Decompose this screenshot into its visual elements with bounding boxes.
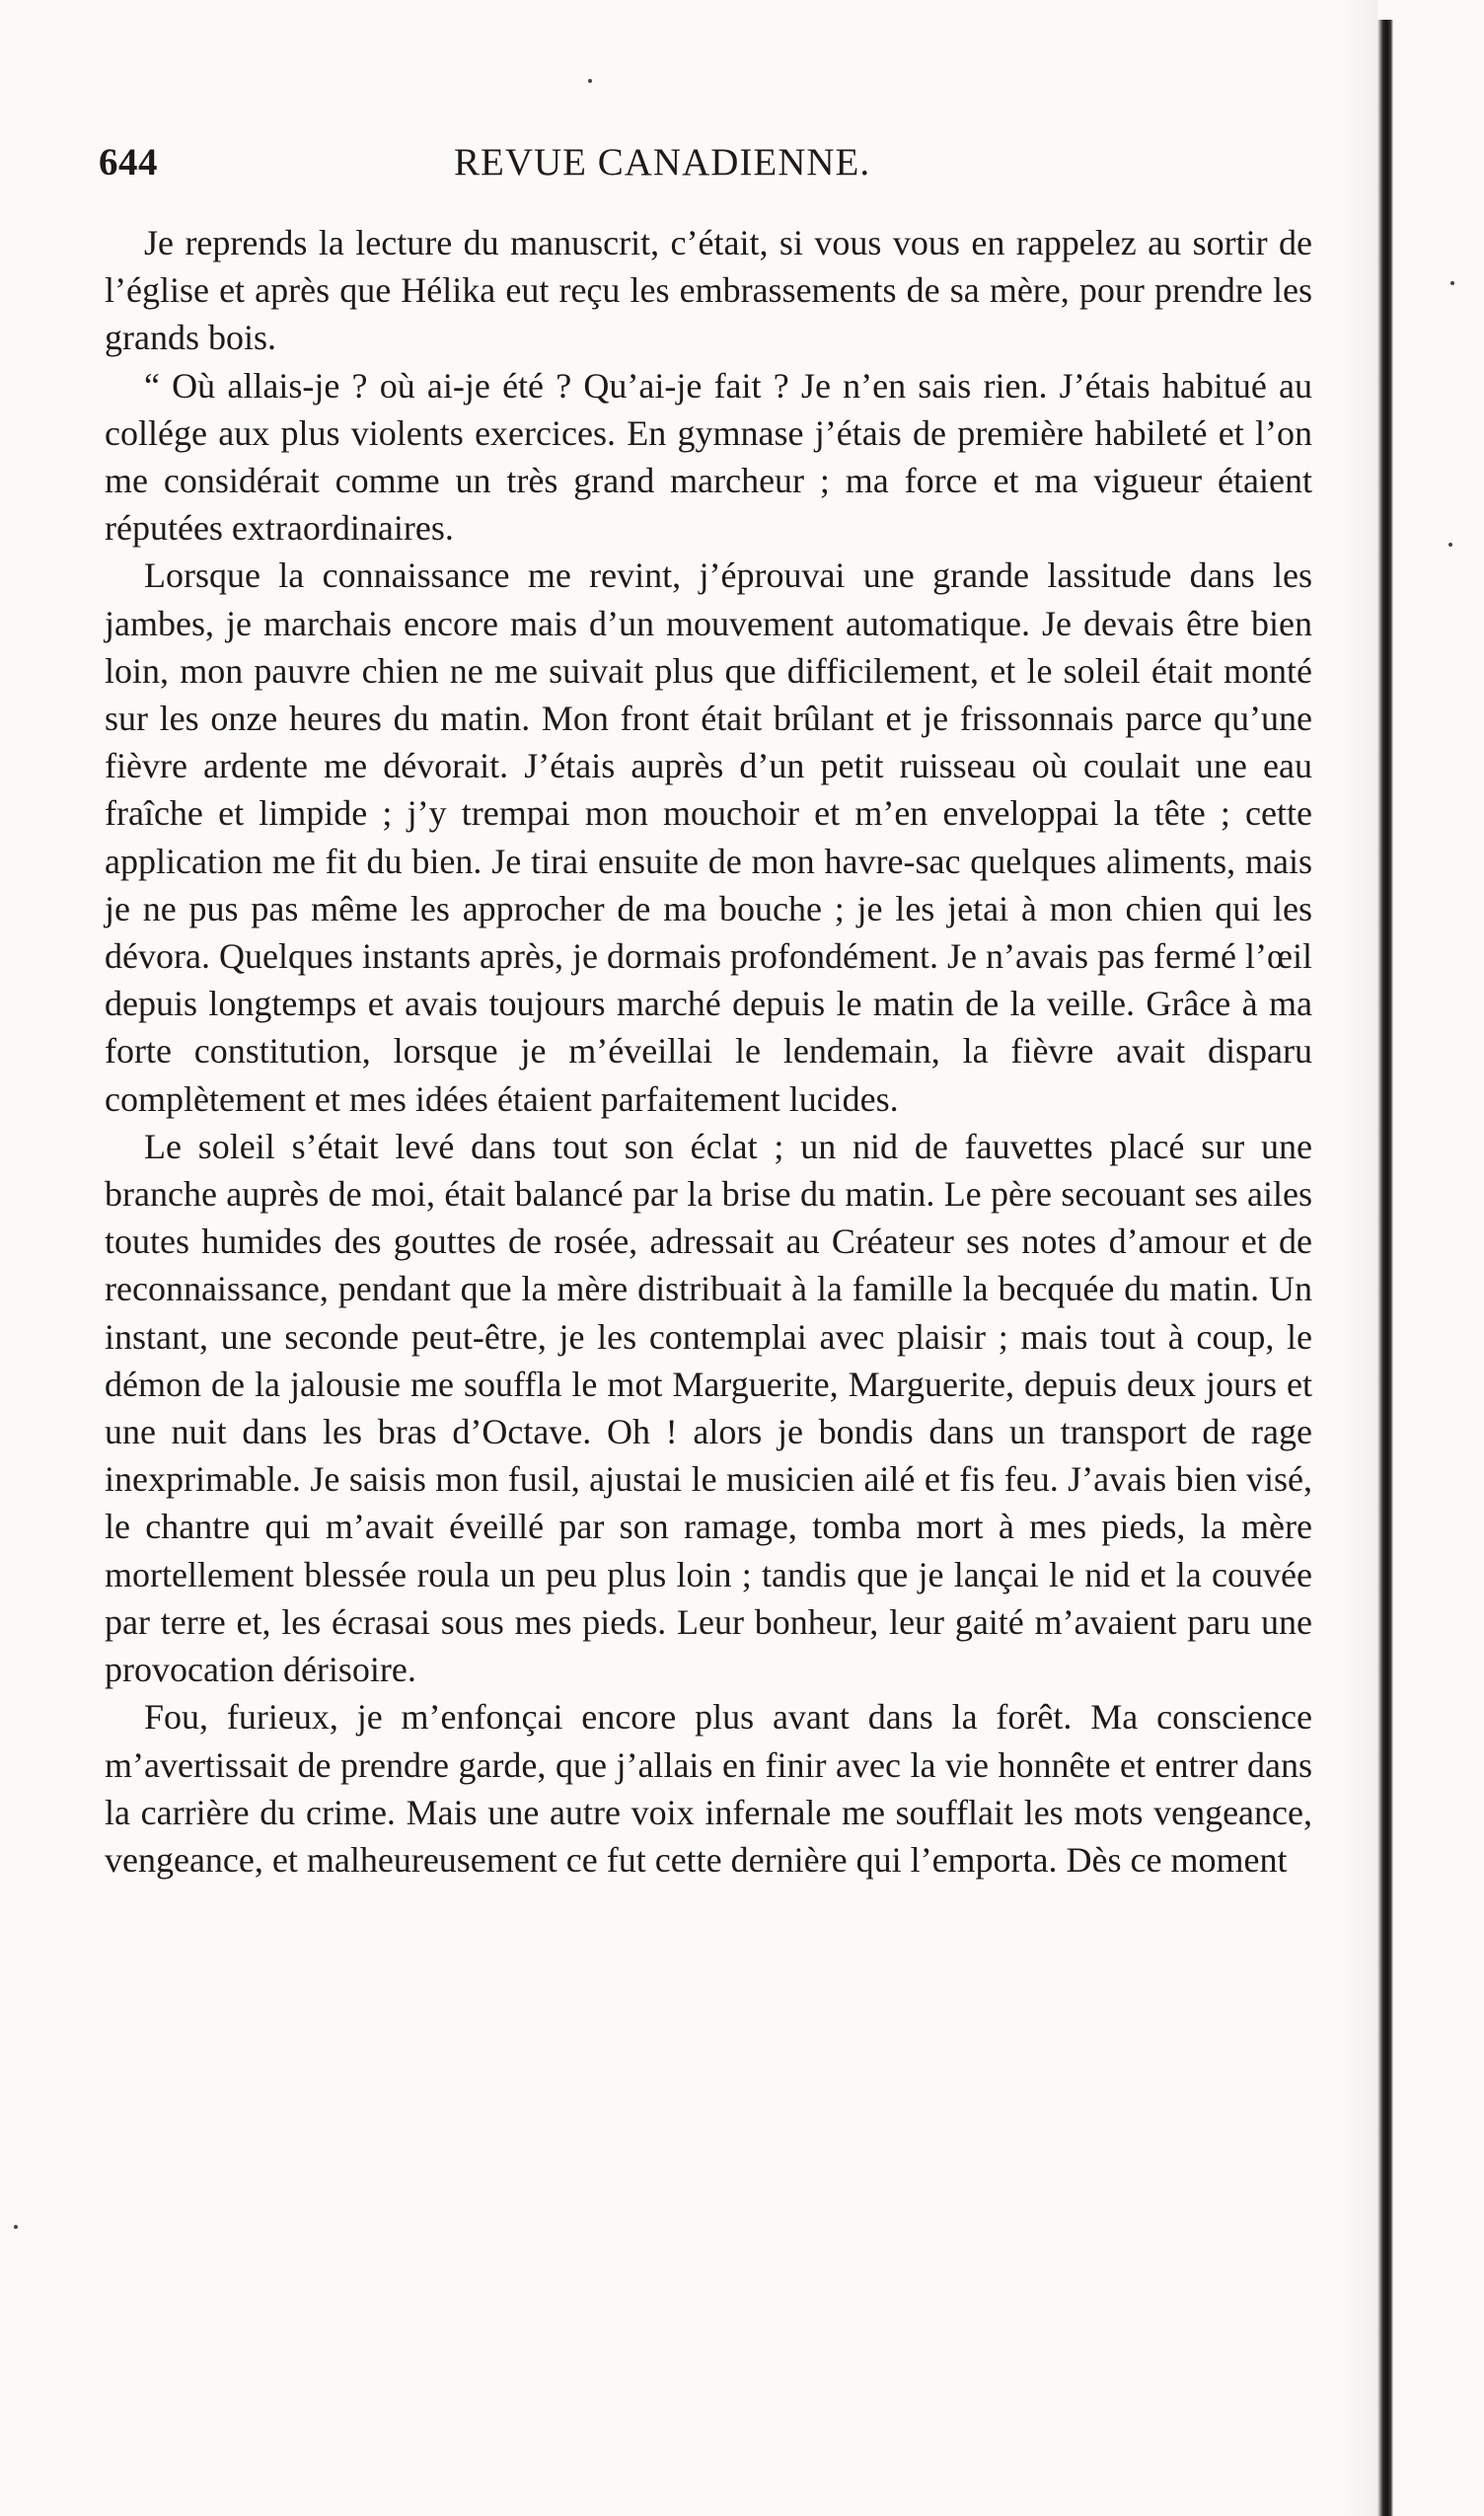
print-speck (14, 2225, 18, 2229)
page-number: 644 (99, 141, 158, 184)
print-speck (588, 79, 592, 83)
binding-edge (1377, 20, 1393, 2516)
paragraph: Le soleil s’était levé dans tout son éclat ; un nid de fauvettes placé sur une branche auprès de moi, était balancé par la brise du matin. Le père secouant ses ailes toutes humides des gouttes de rosée, adressait au Créateur ses notes d’amour et de reconnaissance, pendant que la mère distribuait à la famille la becquée du matin. Un instant, une seconde peut-être, je les contemplai avec plaisir ; mais tout à coup, le démon de la jalousie me souffla le mot Marguerite, Marguerite, depuis deux jours et une nuit dans les bras d’Octave. Oh ! alors je bondis dans un transport de rage inexprimable. Je saisis mon fusil, ajustai le musicien ailé et fis feu. J’avais bien visé, le chantre qui m’avait éveillé par son ramage, tomba mort à mes pieds, la mère mortellement blessée roula un peu plus loin ; tandis que je lançai le nid et la couvée par terre et, les écrasai sous mes pieds. Leur bonheur, leur gaité m’avaient paru une provocation dérisoire. (105, 1126, 1312, 1690)
paragraph: Lorsque la connaissance me revint, j’éprouvai une grande lassitude dans les jambes, je marchais encore mais d’un mouvement automatique. Je devais être bien loin, mon pauvre chien ne me suivait plus que difficilement, et le soleil était monté sur les onze heures du matin. Mon front était brûlant et je frissonnais parce qu’une fièvre ardente me dévorait. J’étais auprès d’un petit ruisseau où coulait une eau fraîche et limpide ; j’y trempai mon mouchoir et m’en enveloppai la tête ; cette application me fit du bien. Je tirai ensuite de mon havre-sac quelques aliments, mais je ne pus pas même les approcher de ma bouche ; je les jetai à mon chien qui les dévora. Quelques instants après, je dormais profondément. Je n’avais pas fermé l’œil depuis longtemps et avais toujours marché depuis le matin de la veille. Grâce à ma forte constitution, lorsque je m’éveillai le lendemain, la fièvre avait disparu complètement et mes idées étaient parfaitement lucides. (105, 555, 1312, 1119)
page-header (99, 140, 1322, 199)
gutter-shadow (1342, 0, 1377, 2516)
paragraph: Fou, furieux, je m’enfonçai encore plus avant dans la forêt. Ma conscience m’avertissait de prendre garde, que j’allais en finir avec la vie honnête et entrer dans la carrière du crime. Mais une autre voix infernale me soufflait les mots vengeance, vengeance, et malheureusement ce fut cette dernière qui l’emporta. Dès ce moment (105, 1697, 1312, 1880)
running-title: REVUE CANADIENNE. (454, 141, 871, 184)
print-speck (1450, 281, 1454, 285)
paragraph: Je reprends la lecture du manuscrit, c’était, si vous vous en rappelez au sortir de l’église et après que Hélika eut reçu les embrassements de sa mère, pour prendre les grands bois. (105, 223, 1312, 358)
body-text (105, 219, 1312, 1884)
print-speck (1448, 543, 1452, 547)
paragraph: “ Où allais-je ? où ai-je été ? Qu’ai-je fait ? Je n’en sais rien. J’étais habitué au collége aux plus violents exercices. En gymnase j’étais de première habileté et l’on me considérait comme un très grand marcheur ; ma force et ma vigueur étaient réputées extraordinaires. (105, 365, 1312, 549)
